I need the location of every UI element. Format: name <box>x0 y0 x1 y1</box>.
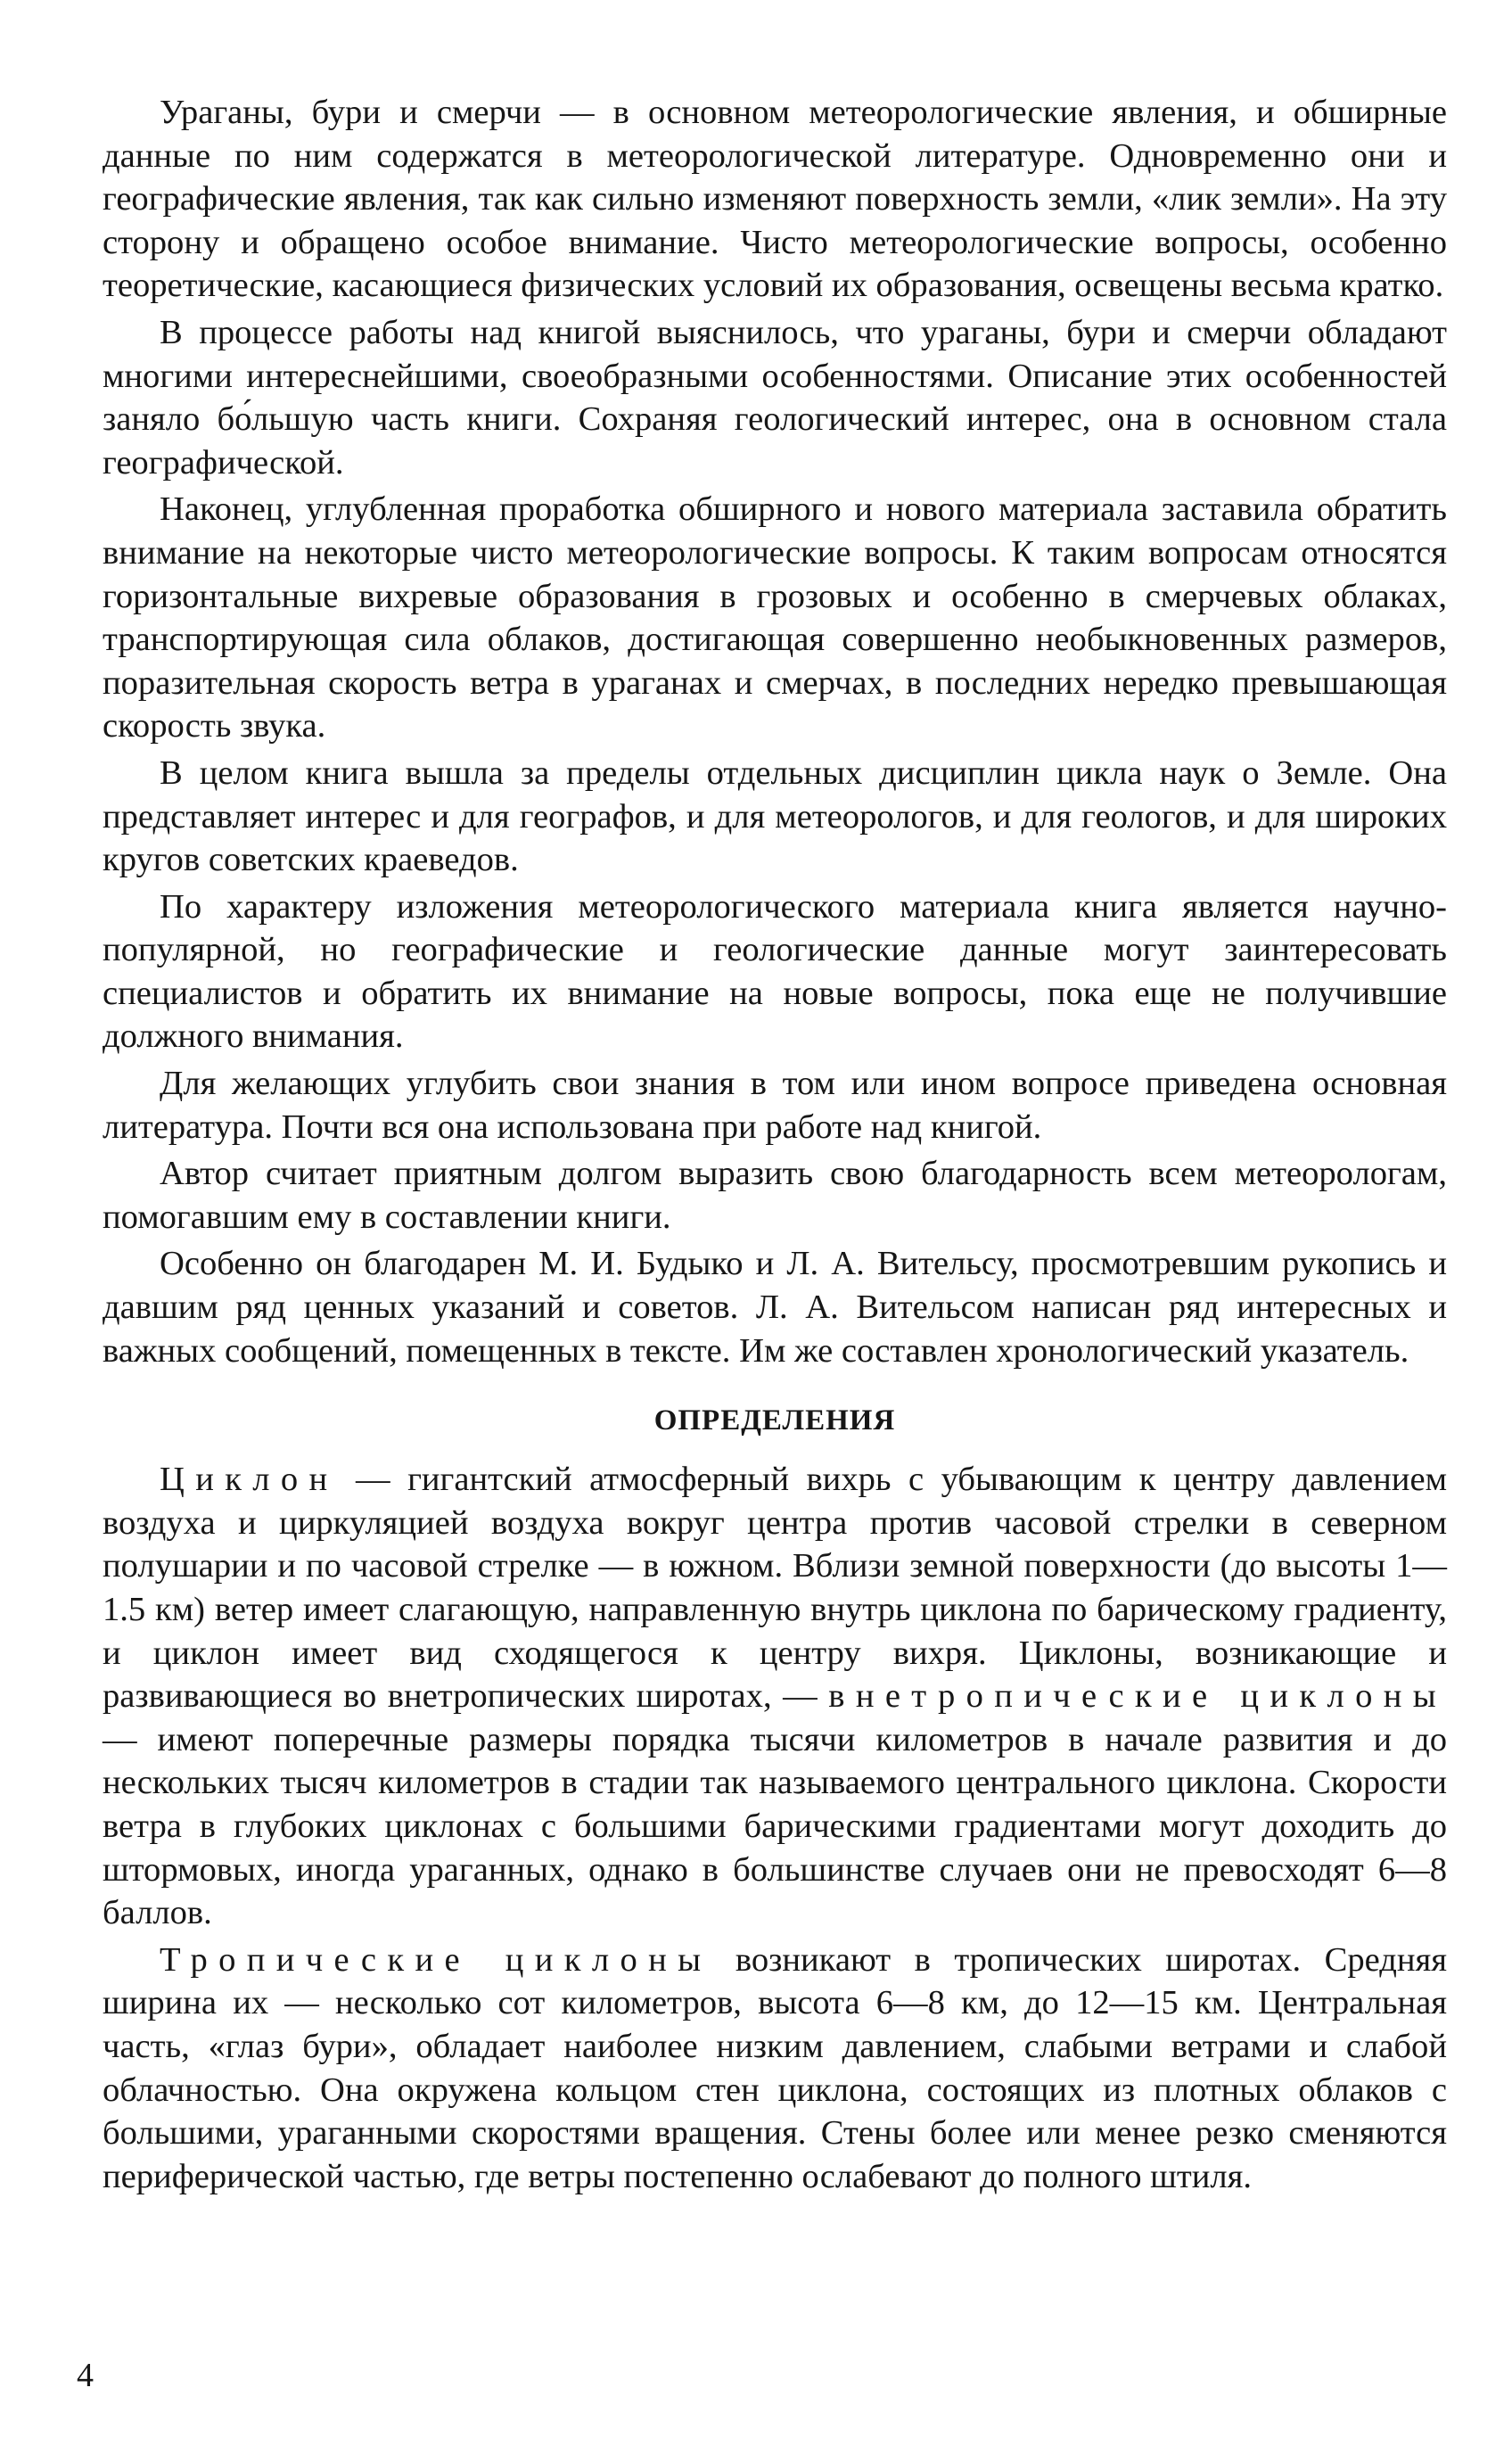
intro-paragraph-2: В процессе работы над книгой выяснилось, что ураганы, бури и смерчи обладают многими интереснейшими, своеобразными особенностями. Описание этих особенностей заняло бо́льшую часть книги. Сохраняя геологический интерес, она в основном стала географической. <box>103 313 1447 482</box>
page-body <box>103 91 1447 2198</box>
section-heading: ОПРЕДЕЛЕНИЯ <box>653 1404 896 1437</box>
tropical-definition <box>103 1939 1447 2199</box>
cyclone-text-1: — гигантский атмосферный вихрь с убывающим к центру давлением воздуха и циркуляцией воздуха вокруг центра против часовой стрелки в северном полушарии и по часовой стрелке — в южном. Вблизи земной поверхности (до высоты 1—1.5 км) ветер имеет слагающую, направленную внутрь циклона по барическому градиенту, и циклон имеет вид сходящегося к центру вихря. Циклоны, возникающие и развивающиеся во внетропических широтах, — <box>103 1461 1447 1716</box>
intro-paragraph-6: Для желающих углубить свои знания в том или ином вопросе приведена основная литература. Почти вся она использована при работе над книгой. <box>103 1065 1447 1146</box>
intro-paragraph-3: Наконец, углубленная проработка обширного и нового материала заставила обратить внимание на некоторые чисто метеорологические вопросы. К таким вопросам относятся горизонтальные вихревые образования в грозовых и особенно в смерчевых облаках, транспортирующая сила облаков, достигающая совершенно необыкновенных размеров, поразительная скорость ветра в ураганах и смерчах, в последних нередко превышающая скорость звука. <box>103 490 1447 745</box>
tropical-text: возникают в тропических широтах. Средняя ширина их — несколько сот километров, высота 6—8 км, до 12—15 км. Центральная часть, «глаз бури», обладает наиболее низким давлением, слабыми ветрами и слабой облачностью. Она окружена кольцом стен циклона, состоящих из плотных облаков с большими, ураганными скоростями вращения. Стены более или менее резко сменяются периферической частью, где ветры постепенно ослабевают до полного штиля. <box>103 1940 1447 2195</box>
intro-paragraph-4: В целом книга вышла за пределы отдельных дисциплин цикла наук о Земле. Она представляет интерес и для географов, и для метеорологов, и для геологов, и для широких кругов советских краеведов. <box>103 753 1447 879</box>
intro-paragraph-5: По характеру изложения метеорологического материала книга является научно-популярной, но географические и геологические данные могут заинтересовать специалистов и обратить их внимание на новые вопросы, пока еще не получившие должного внимания. <box>103 887 1447 1056</box>
cyclone-text-2: — имеют поперечные размеры порядка тысячи километров в начале развития и до нескольких тысяч километров в стадии так называемого центрального циклона. Скорости ветра в глубоких циклонах с большими барическими градиентами могут доходить до штормовых, иногда ураганных, однако в большинстве случаев они не превосходят 6—8 баллов. <box>103 1720 1447 1932</box>
tropical-term: Тропические циклоны <box>160 1940 712 1979</box>
page-number: 4 <box>77 2357 94 2394</box>
intro-paragraph-7: Автор считает приятным долгом выразить свою благодарность всем метеорологам, помогавшим ему в составлении книги. <box>103 1155 1447 1236</box>
intro-paragraph-8: Особенно он благодарен М. И. Будыко и Л. А. Вительсу, просмотревшим рукопись и давшим ряд ценных указаний и советов. Л. А. Вительсом написан ряд интересных и важных сообщений, помещенных в тексте. Им же составлен хронологический указатель. <box>103 1245 1447 1370</box>
intro-paragraph-1: Ураганы, бури и смерчи — в основном метеорологические явления, и обширные данные по ним содержатся в метеорологической литературе. Одновременно они и географические явления, так как сильно изменяют поверхность земли, «лик земли». На эту сторону и обращено особое внимание. Чисто метеорологические вопросы, особенно теоретические, касающиеся физических условий их образования, освещены весьма кратко. <box>103 94 1447 305</box>
extratropical-term: внетропические циклоны <box>828 1677 1447 1716</box>
cyclone-definition <box>103 1458 1447 1935</box>
cyclone-term: Циклон <box>160 1461 339 1499</box>
